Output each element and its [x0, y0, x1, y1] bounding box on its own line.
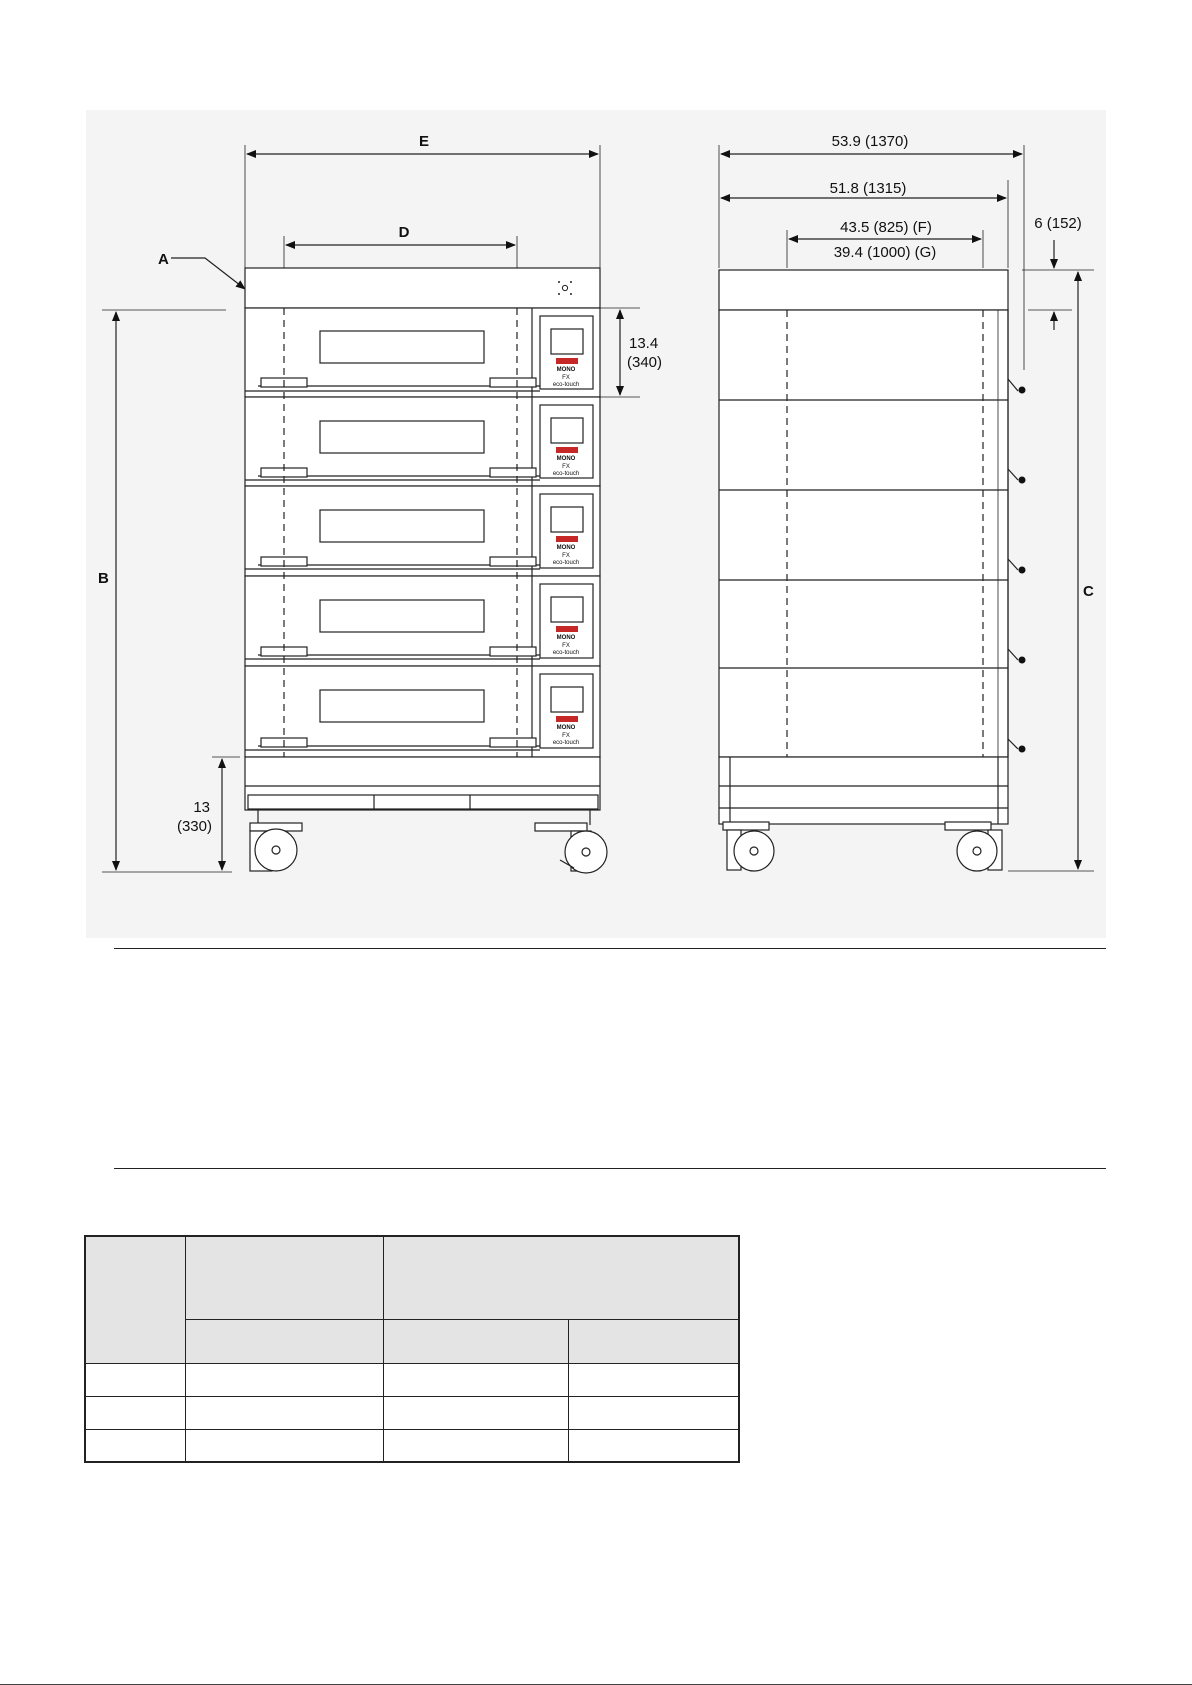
front-left-caster [250, 829, 297, 871]
section-rule-top [114, 948, 1106, 949]
spec-table [84, 1235, 740, 1463]
svg-text:FX: FX [562, 553, 570, 559]
side-body [719, 310, 1008, 757]
top-hood [245, 268, 600, 308]
svg-text:eco-touch: eco-touch [552, 650, 580, 656]
svg-text:MONO: MONO [556, 635, 576, 641]
table-row [85, 1363, 739, 1396]
table-cell [85, 1396, 186, 1429]
table-cell [384, 1429, 569, 1462]
svg-text:eco-touch: eco-touch [552, 740, 580, 746]
front-view [102, 145, 640, 873]
table-cell [384, 1396, 569, 1429]
label-c: C [1083, 583, 1094, 600]
table-row [85, 1396, 739, 1429]
table-cell [384, 1363, 569, 1396]
label-d: D [398, 224, 410, 241]
deck-4 [245, 576, 600, 666]
label-e: E [418, 133, 430, 150]
table-header-cell [186, 1236, 384, 1319]
base-height-value: 13 [193, 799, 210, 816]
table-cell [569, 1429, 740, 1462]
table-header-cell [186, 1319, 384, 1363]
depth-f-label: 43.5 (825) (F) [840, 219, 932, 236]
depth-g-label: 39.4 (1000) (G) [833, 244, 937, 261]
svg-text:eco-touch: eco-touch [552, 471, 580, 477]
svg-text:MONO: MONO [556, 545, 576, 551]
leader-a [171, 258, 245, 289]
base-height-metric: (330) [176, 818, 212, 835]
label-a: A [158, 251, 169, 268]
svg-text:eco-touch: eco-touch [552, 382, 580, 388]
deck-5 [245, 666, 600, 757]
side-right-caster [957, 830, 1002, 871]
table-header-cell [384, 1319, 569, 1363]
deck-1 [245, 308, 600, 397]
table-cell [186, 1363, 384, 1396]
table-cell [569, 1396, 740, 1429]
table-cell [569, 1363, 740, 1396]
table-cell [85, 1363, 186, 1396]
table-row [85, 1429, 739, 1462]
flue-outlets [1008, 379, 1026, 753]
body-depth-label: 51.8 (1315) [829, 180, 907, 197]
table-header-cell [384, 1236, 740, 1319]
label-b: B [98, 570, 109, 587]
svg-text:FX: FX [562, 733, 570, 739]
svg-text:FX: FX [562, 464, 570, 470]
side-stand [719, 757, 1008, 824]
svg-text:MONO: MONO [556, 456, 576, 462]
deck-height-metric: (340) [627, 354, 663, 371]
top-offset-label: 6 (152) [1034, 215, 1082, 232]
section-rule-bottom [114, 1168, 1106, 1169]
table-header-cell [85, 1236, 186, 1363]
table-header-cell [569, 1319, 740, 1363]
svg-text:eco-touch: eco-touch [552, 560, 580, 566]
deck-3 [245, 486, 600, 576]
svg-text:MONO: MONO [556, 367, 576, 373]
table-cell [186, 1429, 384, 1462]
table-cell [186, 1396, 384, 1429]
overall-depth-label: 53.9 (1370) [831, 133, 909, 150]
table-cell [85, 1429, 186, 1462]
svg-text:FX: FX [562, 643, 570, 649]
svg-text:FX: FX [562, 375, 570, 381]
side-top-hood [719, 270, 1008, 310]
side-left-caster [727, 830, 774, 871]
deck-height-value: 13.4 [629, 335, 659, 352]
deck-2 [245, 397, 600, 486]
front-right-caster [560, 831, 607, 873]
svg-text:MONO: MONO [556, 725, 576, 731]
